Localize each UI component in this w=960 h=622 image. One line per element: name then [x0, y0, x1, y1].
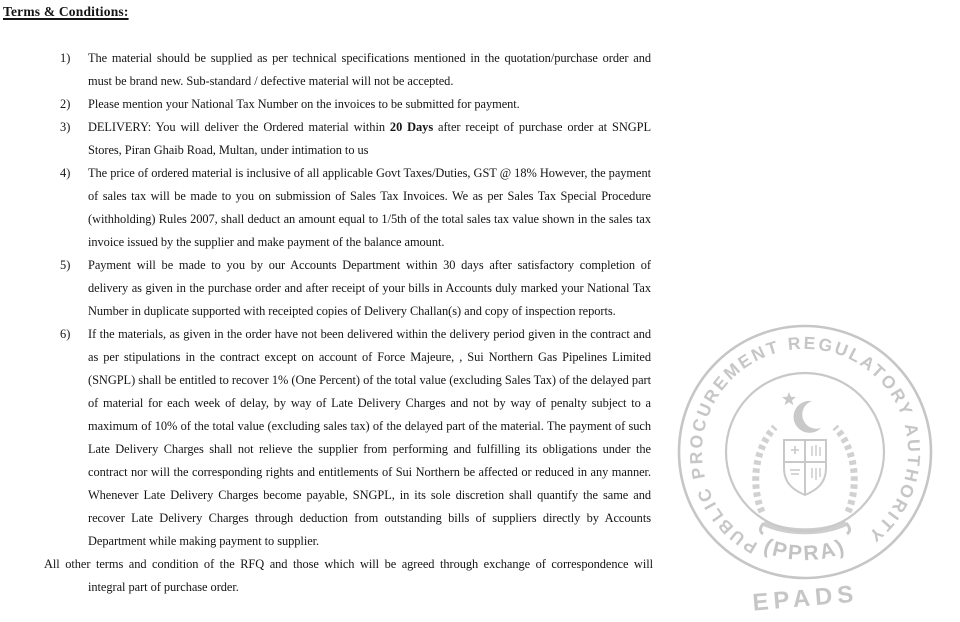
- term-text: [88, 116, 651, 162]
- delivery-days-bold: 20 Days: [389, 120, 434, 134]
- closing-line-2: integral part of purchase order.: [88, 580, 239, 594]
- term-text-prefix: DELIVERY: You will deliver the Ordered material within: [88, 120, 390, 134]
- term-text: The price of ordered material is inclusive of all applicable Govt Taxes/Duties, GST @ 18% However, the payment of sales tax will be made to you on submission of Sales Tax Invoices. We as per Sales Tax Special Procedure (withholding) Rules 2007, shall deduct an amount equal to 1/5th of the total sales tax value shown in the sales tax invoice issued by the supplier and make payment of the balance amount.: [88, 166, 651, 249]
- term-text: If the materials, as given in the order have not been delivered within the delivery period given in the contract and as per stipulations in the contract except on account of Force Majeure, , Sui Northern Gas Pipelines Limited (SNGPL) shall be entitled to recover 1% (One Percent) of the total value (excluding Sales Tax) of the delayed part of material for each week of delay, by way of Late Delivery Charges and not by way of penalty subject to a maximum of 10% of the total value (excluding sales tax) of the delayed part of the material. The payment of such Late Delivery Charges shall not relieve the supplier from performing and fulfilling its obligations under the contract nor will the corresponding rights and entitlements of Sui Northern be affected or reduced in any manner. Whenever Late Delivery Charges become payable, SNGPL, in its sole discretion shall quantify the same and recover Late Delivery Charges through deduction from outstanding bills of suppliers directly by Accounts Department while making payment to supplier.: [88, 327, 651, 548]
- epads-watermark-text: EPADS: [751, 580, 860, 617]
- terms-list: [0, 47, 960, 553]
- term-number: 2): [60, 97, 71, 111]
- page-title: Terms & Conditions:: [3, 4, 129, 19]
- term-number: 3): [60, 120, 71, 134]
- term-item-1: [0, 47, 960, 93]
- closing-line-1: All other terms and condition of the RFQ and those which will be agreed through exchange of correspondence will: [44, 557, 653, 571]
- term-text: Please mention your National Tax Number on the invoices to be submitted for payment.: [88, 97, 520, 111]
- closing-paragraph: [44, 553, 960, 599]
- term-item-5: [0, 254, 960, 323]
- term-item-2: [0, 93, 960, 116]
- term-text: Payment will be made to you by our Accounts Department within 30 days after satisfactory completion of delivery as given in the purchase order and after receipt of your bills in Accounts duly marked your National Tax Number in duplicate supported with receipted copies of Delivery Challan(s) and copy of inspection reports.: [88, 258, 651, 318]
- term-text: The material should be supplied as per technical specifications mentioned in the quotation/purchase order and must be brand new. Sub-standard / defective material will not be accepted.: [88, 51, 651, 88]
- term-item-3: [0, 116, 960, 162]
- term-item-6: [0, 323, 960, 553]
- term-number: 5): [60, 258, 71, 272]
- seal-ppra-textpath: (PPRA): [760, 534, 850, 566]
- seal-ring-textpath: PUBLIC PROCUREMENT REGULATORY AUTHORITY: [685, 332, 925, 558]
- term-item-4: [0, 162, 960, 254]
- term-text-suffix: after receipt of purchase order at SNGPL Stores, Piran Ghaib Road, Multan, under intimation to us: [88, 120, 651, 157]
- term-number: 6): [60, 327, 71, 341]
- term-number: 4): [60, 166, 71, 180]
- term-number: 1): [60, 51, 71, 65]
